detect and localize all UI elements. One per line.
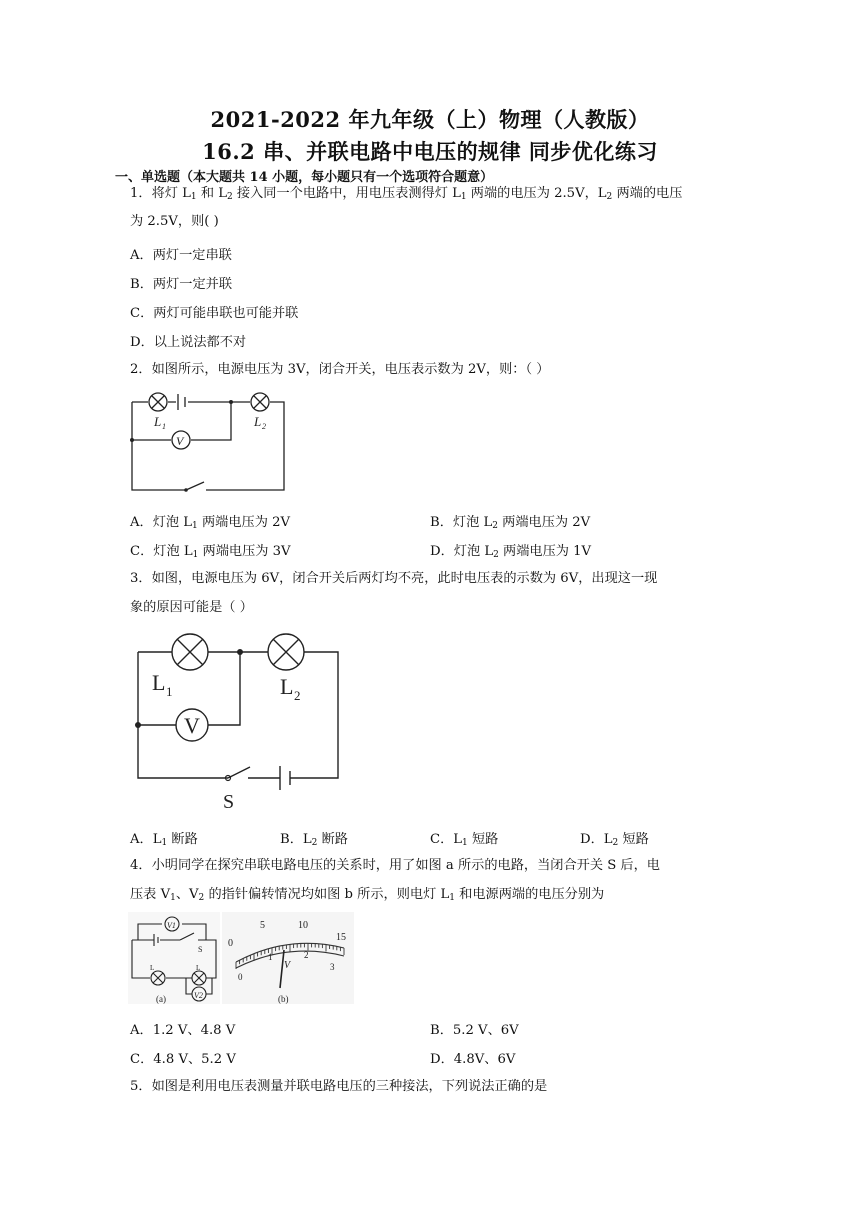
question-1-option-b: B．两灯一定并联: [130, 277, 233, 292]
lamp-l2-label: L: [280, 674, 294, 699]
page-subtitle: 16.2 串、并联电路中电压的规律 同步优化练习: [202, 139, 658, 164]
figure-a-caption: (a): [156, 994, 166, 1004]
meter-unit-label: V: [284, 960, 291, 971]
question-3-option-b: B．$L_2$ 断路: [280, 832, 348, 848]
question-1-stem-line2: 为 2.5V，则( ): [130, 214, 219, 229]
voltmeter-label: V: [176, 434, 184, 448]
question-3-circuit-diagram: [130, 628, 350, 813]
scale-bottom-1: 1: [268, 952, 273, 962]
lamp-l1-sub: 1: [162, 422, 166, 431]
scale-top-0: 0: [228, 938, 233, 949]
figure-b-caption: (b): [278, 994, 289, 1004]
question-1-option-a: A．两灯一定串联: [130, 248, 232, 263]
question-4-option-a: A．1.2 V、4.8 V: [130, 1023, 236, 1038]
v1-label: V1: [167, 921, 176, 930]
scale-bottom-3: 3: [330, 962, 335, 972]
question-4-figure-b-meter: [222, 912, 354, 1004]
question-3-stem: 3．如图，电源电压为 6V，闭合开关后两灯均不亮，此时电压表的示数为 6V，出现这一现: [130, 571, 658, 586]
question-5-stem: 5．如图是利用电压表测量并联电路电压的三种接法，下列说法正确的是: [130, 1079, 548, 1094]
question-3-option-c: C．$L_1$ 短路: [430, 832, 499, 848]
question-1-option-d: D．以上说法都不对: [130, 335, 247, 350]
v2-label: V2: [194, 991, 203, 1000]
lamp-l2-label: L: [254, 414, 262, 429]
page-title: 2021-2022 年九年级（上）物理（人教版）: [210, 107, 650, 132]
question-4-option-c: C．4.8 V、5.2 V: [130, 1052, 236, 1067]
question-2-option-c: C．灯泡 $L_1$ 两端电压为 3V: [130, 544, 291, 560]
voltmeter-label: V: [184, 713, 200, 738]
question-2-stem: 2．如图所示，电源电压为 3V，闭合开关，电压表示数为 2V，则：（ ）: [130, 362, 550, 377]
question-1-option-c: C．两灯可能串联也可能并联: [130, 306, 299, 321]
scale-bottom-0: 0: [238, 972, 243, 982]
switch-label: S: [223, 791, 235, 813]
question-4-option-d: D．4.8V、6V: [430, 1052, 516, 1067]
question-4-stem-line2: 压表 $V_1$、$V_2$ 的指针偏转情况均如图 b 所示，则电灯 $L_1$ 和电源两端的电压分别为: [130, 887, 605, 903]
lamp-l1-label: L: [152, 670, 166, 695]
switch-label: S: [198, 945, 203, 954]
question-3-option-a: A．$L_1$ 断路: [130, 832, 198, 848]
question-3-option-d: D．$L_2$ 短路: [580, 832, 649, 848]
question-1-stem: 1．将灯 $L_1$ 和 $L_2$ 接入同一个电路中，用电压表测得灯 $L_1$ 两端的电压为 2.5V，$L_2$ 两端的电压: [130, 186, 683, 202]
question-4-stem: 4．小明同学在探究串联电路电压的关系时，用了如图 a 所示的电路，当闭合开关 S 后，电: [130, 858, 660, 873]
scale-bottom-2: 2: [304, 950, 309, 960]
question-4-option-b: B．5.2 V、6V: [430, 1023, 519, 1038]
scale-top-10: 10: [298, 920, 308, 931]
lamp-l2-sub: 2: [294, 688, 301, 703]
section-heading: 一、单选题（本大题共 14 小题，每小题只有一个选项符合题意）: [115, 170, 494, 185]
scale-top-15: 15: [336, 932, 346, 943]
question-2-option-d: D．灯泡 $L_2$ 两端电压为 1V: [430, 544, 592, 560]
scale-top-5: 5: [260, 920, 265, 931]
lamp-l1-label: L: [154, 414, 162, 429]
lamp-l2-label: L: [196, 964, 201, 972]
question-3-stem-line2: 象的原因可能是（ ）: [130, 600, 253, 615]
lamp-l1-label: L: [150, 964, 155, 972]
question-2-circuit-diagram: [126, 388, 291, 498]
question-2-option-a: A．灯泡 $L_1$ 两端电压为 2V: [130, 515, 291, 531]
question-4-figure-a: [128, 912, 220, 1004]
question-2-option-b: B．灯泡 $L_2$ 两端电压为 2V: [430, 515, 591, 531]
lamp-l1-sub: 1: [166, 684, 173, 699]
lamp-l2-sub: 2: [262, 422, 266, 431]
